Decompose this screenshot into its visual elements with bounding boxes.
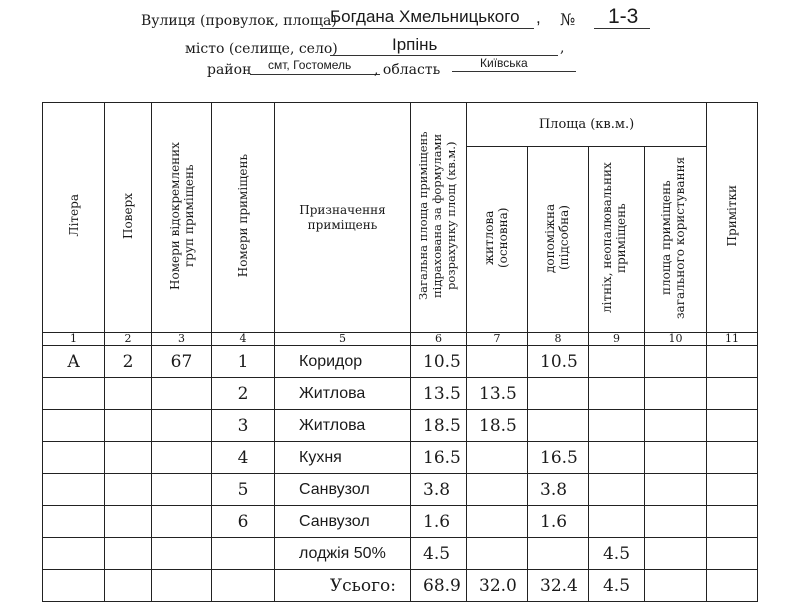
cell-notes (707, 378, 758, 410)
region-label: , область (374, 62, 441, 78)
cell-group (152, 506, 212, 538)
col-number: 7 (467, 333, 528, 346)
number-underline (594, 28, 650, 29)
cell-living: 18.5 (467, 410, 528, 442)
col-number: 9 (589, 333, 645, 346)
header-floor: Поверх (105, 103, 152, 333)
cell-floor (105, 410, 152, 442)
col-number: 10 (645, 333, 707, 346)
city-value: Ірпінь (392, 35, 438, 54)
cell-floor (105, 474, 152, 506)
cell-notes (707, 410, 758, 442)
cell-living (467, 538, 528, 570)
cell-common (645, 474, 707, 506)
cell-living (467, 506, 528, 538)
cell-aux (528, 378, 589, 410)
number-label: № (560, 10, 576, 29)
cell-floor (105, 378, 152, 410)
cell-room: 5 (212, 474, 275, 506)
header-auxiliary: допоміжна (підсобна) (528, 147, 589, 333)
cell-room: 4 (212, 442, 275, 474)
col-number: 5 (275, 333, 411, 346)
cell-litera (43, 474, 105, 506)
cell-group: 67 (152, 346, 212, 378)
cell-aux: 1.6 (528, 506, 589, 538)
cell-floor (105, 442, 152, 474)
region-value: Київська (480, 56, 528, 70)
cell-group (152, 378, 212, 410)
table-row (43, 506, 758, 538)
header-total-area: Загальна площа приміщень підрахована за формулами розрахунку площ (кв.м.) (411, 103, 467, 333)
table-row (43, 346, 758, 378)
cell-group (152, 442, 212, 474)
cell-living (467, 474, 528, 506)
cell-purpose: Житлова (275, 410, 411, 442)
cell-common (645, 410, 707, 442)
cell-total: 4.5 (411, 538, 467, 570)
table-row (43, 442, 758, 474)
cell-purpose: Санвузол (275, 474, 411, 506)
cell-room: 2 (212, 378, 275, 410)
cell-notes (707, 346, 758, 378)
cell-group (152, 474, 212, 506)
cell-summer (589, 346, 645, 378)
cell-common (645, 378, 707, 410)
cell-summer (589, 378, 645, 410)
city-label: місто (селище, село) (185, 41, 338, 57)
cell-summer (589, 506, 645, 538)
cell-total: 18.5 (411, 410, 467, 442)
cell-common (645, 506, 707, 538)
rooms-table (42, 102, 758, 602)
cell-litera (43, 506, 105, 538)
totals-living: 32.0 (467, 570, 528, 602)
cell-common (645, 442, 707, 474)
cell-living: 13.5 (467, 378, 528, 410)
cell-purpose: Житлова (275, 378, 411, 410)
cell-summer (589, 474, 645, 506)
cell-floor (105, 538, 152, 570)
totals-total: 68.9 (411, 570, 467, 602)
cell-total: 1.6 (411, 506, 467, 538)
col-number: 11 (707, 333, 758, 346)
header-rooms: Номери приміщень (212, 103, 275, 333)
col-number: 1 (43, 333, 105, 346)
col-number: 8 (528, 333, 589, 346)
cell-common (645, 346, 707, 378)
cell-floor (105, 506, 152, 538)
cell-notes (707, 474, 758, 506)
district-underline (250, 74, 380, 75)
cell-notes (707, 442, 758, 474)
cell-aux: 10.5 (528, 346, 589, 378)
cell-room: 1 (212, 346, 275, 378)
cell-aux: 16.5 (528, 442, 589, 474)
totals-row (43, 570, 758, 602)
col-number: 2 (105, 333, 152, 346)
cell-room: 3 (212, 410, 275, 442)
region-underline (452, 71, 576, 72)
cell-notes (707, 506, 758, 538)
cell-purpose: Кухня (275, 442, 411, 474)
cell-living (467, 442, 528, 474)
totals-aux: 32.4 (528, 570, 589, 602)
cell-litera (43, 538, 105, 570)
street-comma: , (536, 8, 541, 27)
cell-summer (589, 442, 645, 474)
header-litera: Літера (43, 103, 105, 333)
cell-litera (43, 378, 105, 410)
cell-notes (707, 538, 758, 570)
cell-litera (43, 442, 105, 474)
district-label: район (207, 62, 252, 78)
number-value: 1-3 (608, 5, 639, 28)
cell-aux (528, 410, 589, 442)
cell-group (152, 538, 212, 570)
header-common: площа приміщень загального користування (645, 147, 707, 333)
cell-litera (43, 410, 105, 442)
header-groups: Номери відокремлених груп приміщень (152, 103, 212, 333)
street-label: Вулиця (провулок, площа) (141, 13, 337, 29)
cell-summer: 4.5 (589, 538, 645, 570)
cell-purpose: Коридор (275, 346, 411, 378)
table-row (43, 538, 758, 570)
col-number: 6 (411, 333, 467, 346)
totals-common (645, 570, 707, 602)
header-summer: літніх, неопалювальних приміщень (589, 147, 645, 333)
cell-living (467, 346, 528, 378)
cell-total: 3.8 (411, 474, 467, 506)
cell-purpose: Санвузол (275, 506, 411, 538)
table-row (43, 474, 758, 506)
header-purpose: Призначення приміщень (275, 103, 411, 333)
header-living: житлова (основна) (467, 147, 528, 333)
col-number: 4 (212, 333, 275, 346)
street-underline (320, 28, 534, 29)
column-number-row (43, 333, 758, 346)
table-row (43, 410, 758, 442)
cell-purpose: лоджія 50% (275, 538, 411, 570)
district-value: смт, Гостомель (268, 58, 352, 72)
cell-floor: 2 (105, 346, 152, 378)
cell-room: 6 (212, 506, 275, 538)
header-notes: Примітки (707, 103, 758, 333)
header-area-group: Площа (кв.м.) (467, 103, 707, 147)
cell-aux: 3.8 (528, 474, 589, 506)
totals-summer: 4.5 (589, 570, 645, 602)
street-value: Богдана Хмельницького (330, 7, 520, 26)
col-number: 3 (152, 333, 212, 346)
cell-litera: А (43, 346, 105, 378)
cell-total: 16.5 (411, 442, 467, 474)
cell-total: 10.5 (411, 346, 467, 378)
cell-common (645, 538, 707, 570)
cell-room (212, 538, 275, 570)
cell-aux (528, 538, 589, 570)
cell-summer (589, 410, 645, 442)
cell-group (152, 410, 212, 442)
table-row (43, 378, 758, 410)
city-comma: , (560, 40, 565, 56)
cell-total: 13.5 (411, 378, 467, 410)
totals-notes (707, 570, 758, 602)
totals-label: Усього: (275, 570, 411, 602)
